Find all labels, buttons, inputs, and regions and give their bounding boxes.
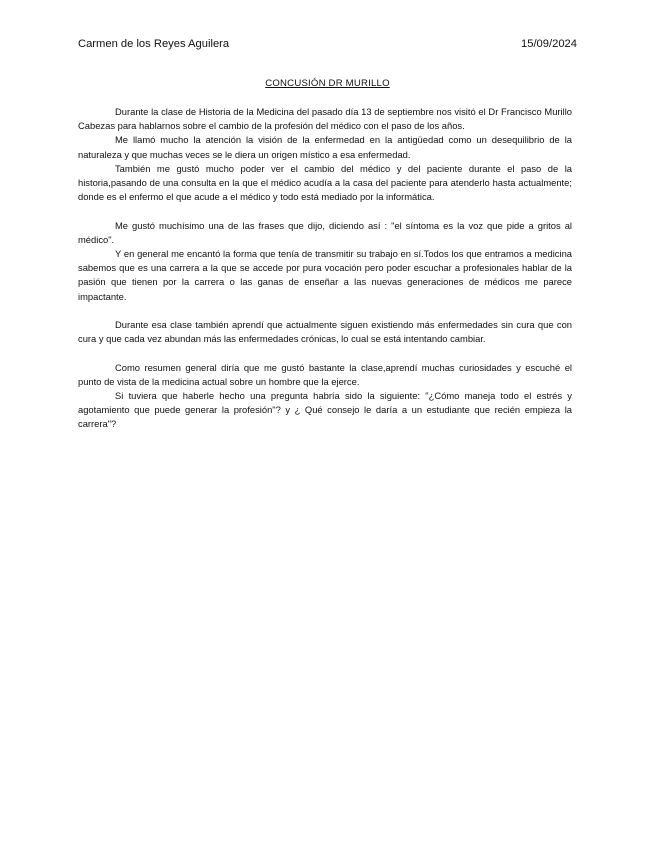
paragraph: Durante la clase de Historia de la Medicina del pasado día 13 de septiembre nos visitó el Dr Francisco Murillo Cabezas para hablarnos sobre el cambio de la profesión del médico con el paso de los años. xyxy=(78,106,572,132)
paragraph: Me gustó muchísimo una de las frases que dijo, diciendo así : "el síntoma es la voz que pide a gritos al médico". xyxy=(78,219,572,245)
document-date: 15/09/2024 xyxy=(521,38,577,50)
author-name: Carmen de los Reyes Aguilera xyxy=(78,38,230,50)
paragraph: Como resumen general diría que me gustó bastante la clase,aprendí muchas curiosidades y escuché el punto de vista de la medicina actual sobre un hombre que la ejerce. xyxy=(78,361,572,387)
paragraph: También me gustó mucho poder ver el cambio del médico y del paciente durante el paso de la historia,pasando de una consulta en la que el médico acudía a la casa del paciente para atenderlo hasta actualmente; donde es el enfermo el que acude a el médico y todo está mediado por la informática. xyxy=(78,162,572,203)
document-body xyxy=(78,105,572,432)
paragraph-spacer xyxy=(78,346,572,360)
paragraph: Si tuviera que haberle hecho una pregunta habría sido la siguiente: "¿Cómo maneja todo el estrés y agotamiento que puede generar la profesión"? y ¿ Qué consejo le daría a un estudiante que recién empieza la carrera"? xyxy=(78,390,572,430)
paragraph: Me llamó mucho la atención la visión de la enfermedad en la antigüedad como un desequilibrio de la naturaleza y que muchas veces se le diera un origen místico a esa enfermedad. xyxy=(78,134,572,160)
paragraph: Y en general me encantó la forma que tenía de transmitir su trabajo en sí.Todos los que entramos a medicina sabemos que es una carrera a la que se accede por pura vocación pero poder escuchar a profesionales hablar de la pasión que tienen por la carrera o las ganas de enseñar a las nuevas generaciones de médicos me parece impactante. xyxy=(78,248,572,302)
document-title: CONCUSIÓN DR MURILLO xyxy=(265,78,390,89)
paragraph-spacer xyxy=(78,304,572,318)
paragraph: Durante esa clase también aprendí que actualmente siguen existiendo más enfermedades sin cura que con cura y que cada vez abundan más las enfermedades crónicas, lo cual se está intentando cambiar. xyxy=(78,319,572,345)
paragraph-spacer xyxy=(78,204,572,218)
page-header xyxy=(78,38,577,54)
